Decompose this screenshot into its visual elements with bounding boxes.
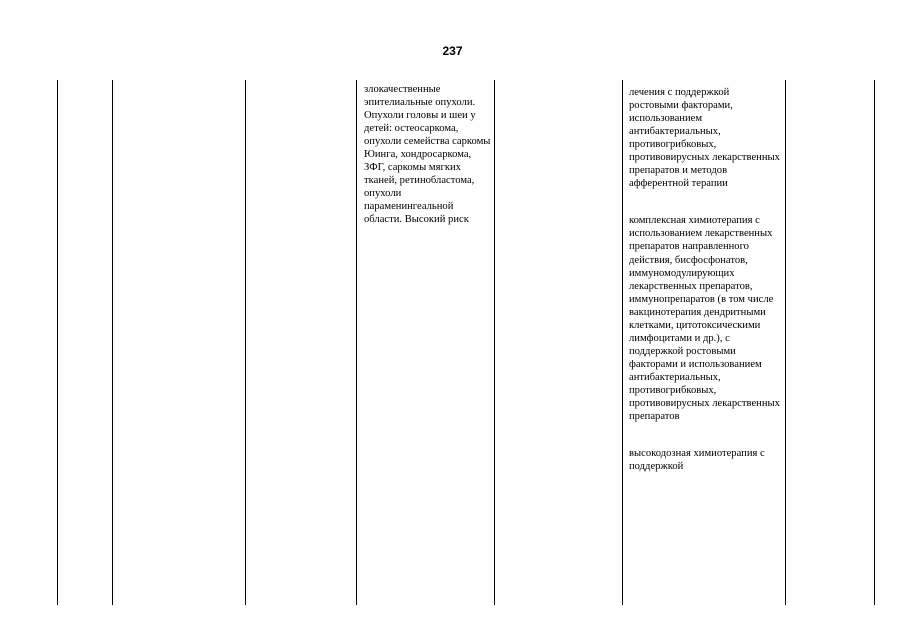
table-column-rule (57, 80, 58, 605)
table-column-rule (494, 80, 495, 605)
treatment-cell (629, 86, 781, 473)
table-column-rule (356, 80, 357, 605)
table-column-rule (112, 80, 113, 605)
table-column-rule (622, 80, 623, 605)
page-number: 237 (442, 44, 463, 58)
table-column-rule (874, 80, 875, 605)
table-column-rule (245, 80, 246, 605)
treatment-paragraph: комплексная химиотерапия с использованием лекарственных препаратов направленного действия, бисфосфонатов, иммуномодулирующих лекарственных препаратов, иммунопрепаратов (в том числе вакцинотерапия дендритными клетками, цитотоксическими лимфоцитами и др.), с поддержкой ростовыми факторами и использованием антибактериальных, противогрибковых, противовирусных лекарственных препаратов (629, 215, 780, 423)
treatment-paragraph: высокодозная химиотерапия с поддержкой (629, 448, 765, 473)
diagnosis-cell: злокачественные эпителиальные опухоли. Опухоли головы и шеи у детей: остеосаркома, опухоли семейства саркомы Юинга, хондросаркома, ЗФГ, саркомы мягких тканей, ретинобластома, опухоли параменингеальной области. Высокий риск (364, 84, 491, 226)
table-column-rule (785, 80, 786, 605)
treatment-paragraph: лечения с поддержкой ростовыми факторами, использованием антибактериальных, противогрибковых, противовирусных лекарственных препаратов и методов афферентной терапии (629, 87, 780, 190)
